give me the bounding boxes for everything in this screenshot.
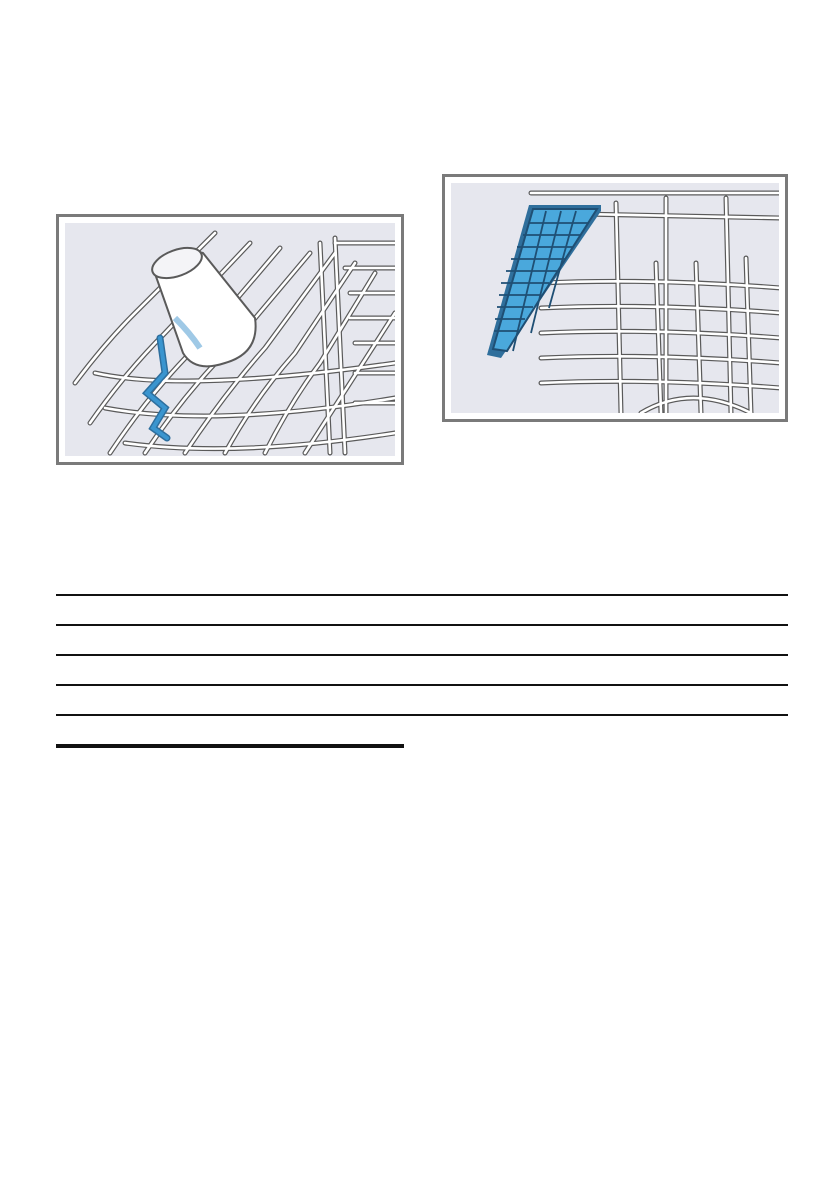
table-cell xyxy=(300,596,544,624)
cutlery-basket-figure xyxy=(442,174,788,422)
section-heading-rule xyxy=(56,744,404,748)
table-cell xyxy=(300,686,544,714)
table-cell xyxy=(56,656,300,684)
table-cell xyxy=(300,626,544,654)
glass-holder-illustration xyxy=(65,223,395,456)
table-cell xyxy=(56,596,300,624)
table-cell xyxy=(544,596,788,624)
table-cell xyxy=(56,626,300,654)
table-row xyxy=(56,624,788,654)
glass-holder-figure xyxy=(56,214,404,465)
table-row xyxy=(56,594,788,624)
table-row xyxy=(56,654,788,684)
table-cell xyxy=(56,686,300,714)
rack-glass-drawing xyxy=(65,223,395,456)
cutlery-basket-illustration xyxy=(451,183,779,413)
table-cell xyxy=(300,656,544,684)
table-cell xyxy=(544,626,788,654)
table-row xyxy=(56,684,788,714)
rack-basket-drawing xyxy=(451,183,779,413)
table-bottom-rule xyxy=(56,714,788,716)
specs-table xyxy=(56,594,788,716)
table-cell xyxy=(544,686,788,714)
table-cell xyxy=(544,656,788,684)
